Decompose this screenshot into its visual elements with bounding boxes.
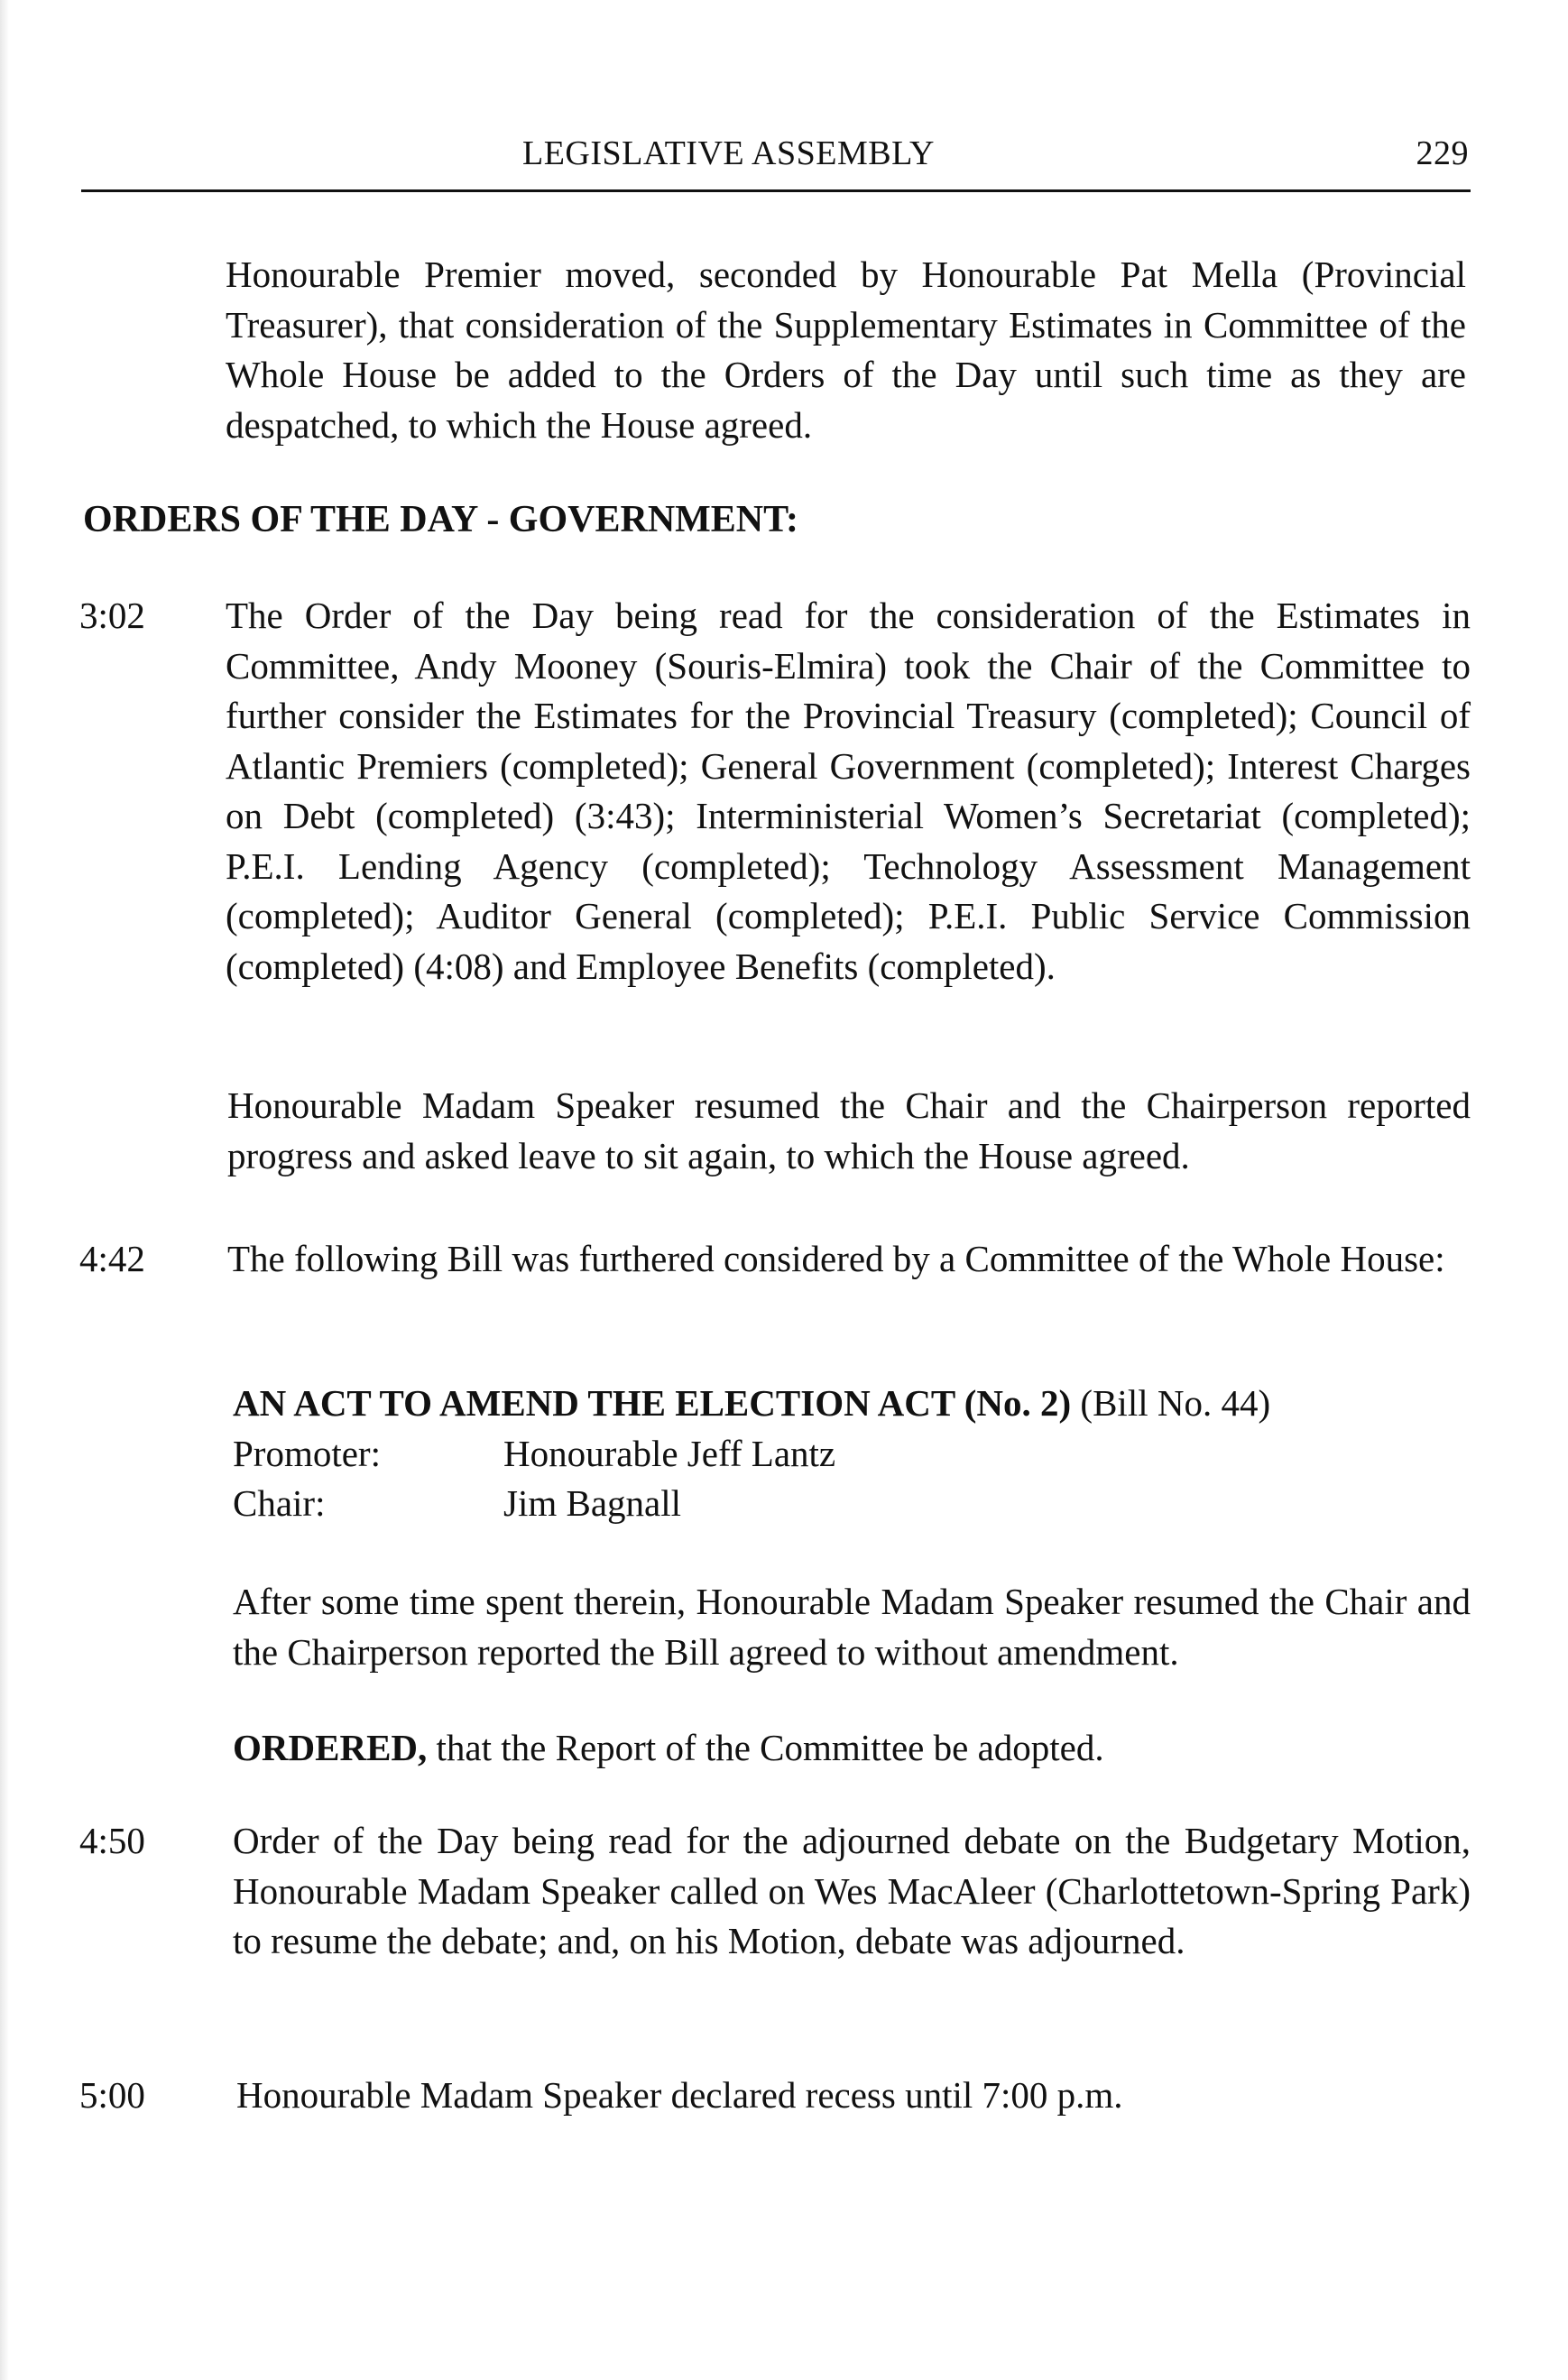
chair-label: Chair: — [233, 1482, 326, 1524]
bill-details — [233, 1379, 1270, 1529]
time-stamp: 5:00 — [79, 2074, 145, 2116]
ordered-text: that the Report of the Committee be adopted. — [427, 1727, 1104, 1768]
section-heading: ORDERS OF THE DAY - GOVERNMENT: — [83, 499, 799, 540]
act-title: AN ACT TO AMEND THE ELECTION ACT (No. 2) — [233, 1382, 1072, 1424]
after-paragraph: After some time spent therein, Honourable Madam Speaker resumed the Chair and the Chairperson reported the Bill agreed to without amendment. — [233, 1581, 1471, 1673]
time-stamp: 4:50 — [79, 1820, 145, 1861]
intro-paragraph: Honourable Premier moved, seconded by Honourable Pat Mella (Provincial Treasurer), that consideration of the Supplementary Estimates in Committee of the Whole House be added to the Orders of the Day until such time as they are despatched, to which the House agreed. — [226, 254, 1466, 446]
header-rule — [81, 189, 1471, 192]
ordered-keyword: ORDERED, — [233, 1727, 428, 1768]
orders-paragraph: The Order of the Day being read for the consideration of the Estimates in Committee, Andy Mooney (Souris-Elmira) took the Chair of the Committee to further consider the Estimates for the Provincial Treasury (completed); Council of Atlantic Premiers (completed); General Government (completed); Interest Charges on Debt (completed) (3:43); Interministerial Women’s Secretariat (completed); P.E.I. Lending Agency (completed); Technology Assessment Management (completed); Auditor General (completed); P.E.I. Public Service Commission (completed) (4:08) and Employee Benefits (completed). — [226, 595, 1471, 987]
promoter-value: Honourable Jeff Lantz — [503, 1432, 836, 1474]
header-title: LEGISLATIVE ASSEMBLY — [522, 134, 935, 172]
recess-paragraph: Honourable Madam Speaker declared recess until 7:00 p.m. — [236, 2074, 1123, 2116]
time-stamp: 4:42 — [79, 1238, 145, 1279]
page-number: 229 — [1416, 134, 1469, 172]
page-header — [83, 134, 1469, 173]
bill-intro-paragraph: The following Bill was furthered considered by a Committee of the Whole House: — [227, 1238, 1445, 1279]
chair-row — [233, 1479, 1270, 1529]
promoter-row — [233, 1429, 1270, 1480]
ordered-paragraph — [233, 1723, 1471, 1774]
bill-title — [233, 1379, 1270, 1429]
resumed-paragraph: Honourable Madam Speaker resumed the Chair and the Chairperson reported progress and asked leave to sit again, to which the House agreed. — [227, 1084, 1471, 1176]
promoter-label: Promoter: — [233, 1432, 381, 1474]
time-stamp: 3:02 — [79, 595, 145, 636]
chair-value: Jim Bagnall — [503, 1482, 682, 1524]
budget-paragraph: Order of the Day being read for the adjourned debate on the Budgetary Motion, Honourable Madam Speaker called on Wes MacAleer (Charlottetown-Spring Park) to resume the debate; and, on his Motion, debate was adjourned. — [233, 1820, 1471, 1961]
scan-edge-shadow — [0, 0, 9, 2380]
bill-number: (Bill No. 44) — [1071, 1382, 1271, 1424]
